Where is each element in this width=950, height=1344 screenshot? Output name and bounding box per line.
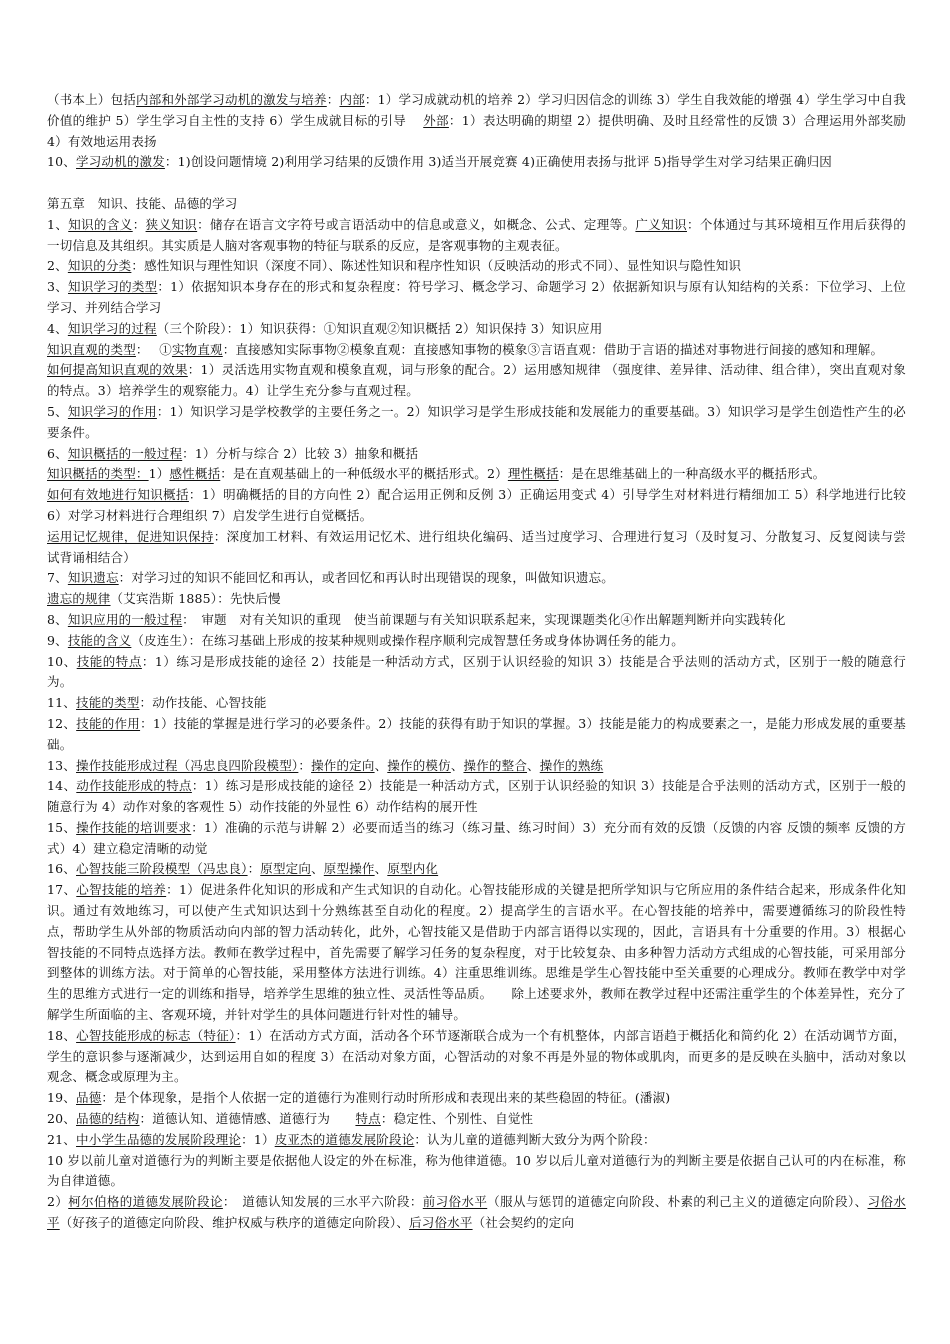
paragraph <box>47 444 906 465</box>
text-run: 13、 <box>47 757 77 773</box>
text-run: 16、 <box>47 861 77 877</box>
text-run: 6、 <box>47 445 68 461</box>
text-run: ：储存在语言文字符号或言语活动中的信息或意义，如概念、公式、定理等。 <box>197 216 636 232</box>
text-run: ：是在思维基础上的一种高级水平的概括形式。 <box>558 466 826 482</box>
underlined-term: 操作的模仿 <box>387 757 451 773</box>
text-run: 1） <box>148 466 170 482</box>
paragraph <box>47 880 906 1026</box>
paragraph <box>47 818 906 860</box>
text-run: 4、 <box>47 320 68 336</box>
paragraph <box>47 215 906 257</box>
paragraph <box>47 90 906 152</box>
underlined-term: 内部和外部学习动机的激发与培养 <box>136 92 327 107</box>
text-run: 、 <box>311 861 324 877</box>
underlined-term: 理性概括 <box>507 466 559 482</box>
text-run: 10、 <box>47 653 77 669</box>
text-run: ：1）练习是形成技能的途径 2）技能是一种活动方式，区别于认识经验的知识 3）技能是合乎法则的活动方式，区别于一般的随意行为 4）动作对象的客观性 5）动作技能的外显性 6）动作结构的展开性 <box>47 778 906 815</box>
underlined-term: 皮亚杰的道德发展阶段论 <box>274 1131 415 1147</box>
paragraph <box>47 1151 906 1193</box>
underlined-term: 原型操作 <box>323 861 375 877</box>
underlined-term: 知识学习的类型 <box>68 279 158 295</box>
text-run: ：1）练习是形成技能的途径 2）技能是一种活动方式，区别于认识经验的知识 3）技能是合乎法则的活动方式，区别于一般的随意行为。 <box>47 653 906 690</box>
paragraph <box>47 340 906 361</box>
text-run: （皮连生）：在练习基础上形成的按某种规则或操作程序顺利完成智慧任务或身体协调任务的能力。 <box>131 632 684 648</box>
paragraph <box>47 631 906 652</box>
underlined-term: 技能的特点 <box>76 653 142 669</box>
text-run: 9、 <box>47 632 68 648</box>
paragraph <box>47 1192 906 1234</box>
paragraph <box>47 714 906 756</box>
text-run: ：1）灵活选用实物直观和模象直观，词与形象的配合。2）运用感知规律 （强度律、差异律、活动律、组合律），突出直观对象的特点。3）培养学生的观察能力。4）让学生充分参与直观过程。 <box>47 362 906 399</box>
underlined-term: 动作技能形成的特点 <box>76 778 192 794</box>
underlined-term: 外部 <box>423 112 449 128</box>
text-run: 、 <box>527 757 540 773</box>
paragraph <box>47 1109 906 1130</box>
underlined-term: 知识应用的一般过程 <box>67 611 183 627</box>
text-run: 5、 <box>47 403 68 419</box>
underlined-term: 心智技能形成的标志（特征） <box>76 1027 236 1043</box>
text-run: 第五章 知识、技能、品德的学习 <box>47 195 238 211</box>
underlined-term: 前习俗水平 <box>422 1194 488 1210</box>
underlined-term: 知识学习的作用 <box>67 403 157 419</box>
text-run: 8、 <box>47 611 68 627</box>
text-run: 1、 <box>47 216 69 232</box>
text-run: 21、 <box>47 1131 77 1147</box>
underlined-term: 技能的含义 <box>67 632 132 648</box>
paragraph <box>47 756 906 777</box>
paragraph <box>47 360 906 402</box>
text-run: ：1）准确的示范与讲解 2）必要而适当的练习（练习量、练习时间）3）充分而有效的反馈（反馈的内容 反馈的频率 反馈的方式）4）建立稳定清晰的动觉 <box>47 819 906 856</box>
underlined-term: 实物直观 <box>171 341 223 357</box>
text-run: ：1）知识学习是学校教学的主要任务之一。2）知识学习是学生形成技能和发展能力的重要基础。3）知识学习是学生创造性产生的必要条件。 <box>47 403 906 440</box>
underlined-term: 知识概括的类型： <box>47 466 149 482</box>
underlined-term: 如何提高知识直观的效果 <box>47 362 188 378</box>
underlined-term: 操作技能形成过程（冯忠良四阶段模型） <box>76 757 299 773</box>
paragraph <box>47 527 906 569</box>
paragraph <box>47 568 906 589</box>
underlined-term: 心智技能的培养 <box>76 882 167 898</box>
text-run: ：是个体现象，是指个人依据一定的道德行为准则行动时所形成和表现出来的某些稳固的特征。(潘淑) <box>101 1090 671 1106</box>
paragraph <box>47 152 906 173</box>
text-run: （服从与惩罚的道德定向阶段、朴素的利己主义的道德定向阶段）、 <box>487 1194 868 1210</box>
text-run: ：1）在活动方式方面，活动各个环节逐渐联合成为一个有机整体，内部言语趋于概括化和简约化 2）在活动调节方面，学生的意识参与逐渐减少，达到运用自如的程度 3）在活动对象方面，心智活动的对象不再是外显的物体或肌肉，而更多的是反映在头脑中，活动对象以观念、概念或原理为主。 <box>47 1027 906 1085</box>
text-run: ： <box>326 92 340 107</box>
underlined-term: 运用记忆规律，促进知识保持 <box>47 528 214 544</box>
paragraph <box>47 1130 906 1151</box>
text-run: ： ① <box>135 341 172 357</box>
underlined-term: 原型定向 <box>260 861 312 877</box>
text-run: ：感性知识与理性知识（深度不同）、陈述性知识和程序性知识（反映活动的形式不同）、显性知识与隐性知识 <box>131 258 742 274</box>
underlined-term: 后习俗水平 <box>409 1215 473 1231</box>
text-run: ：1）技能的掌握是进行学习的必要条件。2）技能的获得有助于知识的掌握。3）技能是能力的构成要素之一，是能力形成发展的重要基础。 <box>47 715 906 752</box>
paragraph <box>47 693 906 714</box>
text-run: ： 道德认知发展的三水平六阶段： <box>222 1194 423 1210</box>
underlined-term: 品德的结构 <box>76 1111 140 1127</box>
underlined-term: 如何有效地进行知识概括 <box>47 487 189 503</box>
underlined-term: 知识的分类 <box>67 258 132 274</box>
text-run: （好孩子的道德定向阶段、维护权威与秩序的道德定向阶段）、 <box>59 1215 410 1231</box>
text-run: 3、 <box>47 279 68 295</box>
underlined-term: 广义知识 <box>635 216 687 232</box>
text-run: ： <box>247 861 261 877</box>
underlined-term: 中小学生品德的发展阶段理论 <box>76 1131 242 1147</box>
text-run: ：1）表达明确的期望 2）提供明确、及时且经常性的反馈 3）合理运用外部奖励 4）有效地运用表扬 <box>47 112 906 149</box>
underlined-term: 柯尔伯格的道德发展阶段论 <box>68 1194 223 1210</box>
paragraph <box>47 610 906 631</box>
underlined-term: 知识直观的类型 <box>47 341 136 357</box>
paragraph <box>47 776 906 818</box>
text-run: （书本上）包括 <box>47 92 137 107</box>
underlined-term: 感性概括 <box>169 466 221 482</box>
text-run: ： <box>132 216 146 232</box>
underlined-term: 操作的定向 <box>311 757 375 773</box>
text-run: ：1）学习成就动机的培养 2）学习归因信念的训练 3）学生自我效能的增强 4）学生学习中自我价值的维护 5）学生学习自主性的支持 6）学生成就目标的引导 <box>47 92 907 128</box>
paragraph <box>47 319 906 340</box>
text-run: （艾宾浩斯 1885）：先快后慢 <box>110 591 281 607</box>
text-run: ： <box>298 757 312 773</box>
text-run: 11、 <box>47 695 77 711</box>
text-run: ：1）分析与综合 2）比较 3）抽象和概括 <box>182 445 419 461</box>
text-run: ：1）依据知识本身存在的形式和复杂程度：符号学习、概念学习、命题学习 2）依据新知识与原有认知结构的关系：下位学习、上位学习、并列结合学习 <box>47 279 906 315</box>
text-run: ： 审题 对有关知识的重现 使当前课题与有关知识联系起来，实现课题类化④作出解题判断并向实践转化 <box>182 611 786 627</box>
underlined-term: 操作的熟练 <box>539 757 604 773</box>
underlined-term: 知识遗忘 <box>67 570 119 586</box>
text-run: 14、 <box>47 778 77 794</box>
underlined-term: 内部 <box>339 92 365 107</box>
underlined-term: 品德 <box>76 1090 102 1106</box>
underlined-term: 知识的含义 <box>68 216 133 232</box>
paragraph <box>47 256 906 277</box>
underlined-term: 原型内化 <box>387 861 439 877</box>
underlined-term: 知识概括的一般过程 <box>67 445 183 461</box>
text-run: ：1)创设问题情境 2)利用学习结果的反馈作用 3)适当开展竞赛 4)正确使用表扬与批评 5)指导学生对学习结果正确归因 <box>164 154 832 170</box>
underlined-term: 习俗水平 <box>47 1194 907 1231</box>
text-run: ：认为儿童的道德判断大致分为两个阶段： <box>414 1131 656 1147</box>
underlined-term: 操作技能的培训要求 <box>76 819 192 835</box>
text-run: （三个阶段）：1）知识获得：①知识直观②知识概括 2）知识保持 3）知识应用 <box>156 320 603 336</box>
paragraph <box>47 1026 906 1088</box>
text-run: 19、 <box>47 1090 77 1106</box>
text-run: 17、 <box>47 882 77 898</box>
text-run: ：1）明确概括的目的方向性 2）配合运用正例和反例 3）正确运用变式 4）引导学生对材料进行精细加工 5）科学地进行比较 6）对学习材料进行合理组织 7）启发学生进行自觉概括。 <box>47 487 906 523</box>
underlined-term: 操作的整合 <box>463 757 528 773</box>
underlined-term: 狭义知识 <box>145 216 198 232</box>
paragraph <box>47 277 906 319</box>
text-run: 2、 <box>47 258 68 274</box>
text-run: ：深度加工材料、有效运用记忆术、进行组块化编码、适当过度学习、合理进行复习（及时复习、分散复习、反复阅读与尝试背诵相结合） <box>47 528 906 565</box>
underlined-term: 心智技能三阶段模型（冯忠良） <box>76 861 248 877</box>
text-run: ：个体通过与其环境相互作用后获得的一切信息及其组织。其实质是人脑对客观事物的特征与联系的反应，是客观事物的主观表征。 <box>47 216 906 253</box>
underlined-term: 学习动机的激发 <box>76 154 165 170</box>
underlined-term: 技能的类型 <box>76 695 140 711</box>
underlined-term: 遗忘的规律 <box>47 591 111 607</box>
paragraph <box>47 194 906 215</box>
text-run: 、 <box>374 861 388 877</box>
text-run: ：动作技能、心智技能 <box>139 695 267 711</box>
underlined-term: 技能的作用 <box>76 715 141 731</box>
text-run: 、 <box>374 757 388 773</box>
text-run: 、 <box>450 757 464 773</box>
paragraph <box>47 859 906 880</box>
paragraph <box>47 589 906 610</box>
paragraph <box>47 402 906 444</box>
text-run: ：道德认知、道德情感、道德行为 <box>139 1111 356 1127</box>
text-run: ：直接感知实际事物②模象直观：直接感知事物的模象③言语直观：借助于言语的描述对事物进行间接的感知和理解。 <box>222 341 884 357</box>
text-run: ：对学习过的知识不能回忆和再认，或者回忆和再认时出现错误的现象，叫做知识遗忘。 <box>118 570 614 586</box>
text-run: ：稳定性、个别性、自觉性 <box>380 1111 534 1127</box>
paragraph <box>47 485 906 527</box>
text-run: 15、 <box>47 819 77 835</box>
paragraph <box>47 464 906 485</box>
text-run: 2） <box>47 1194 69 1210</box>
text-run: ：1） <box>241 1131 275 1147</box>
text-run: 10、 <box>47 154 77 170</box>
text-run: 18、 <box>47 1027 77 1043</box>
text-run: （社会契约的定向 <box>472 1215 575 1231</box>
text-run: 10 岁以前儿童对道德行为的判断主要是依据他人设定的外在标准，称为他律道德。10 岁以后儿童对道德行为的判断主要是依据自己认可的内在标准，称为自律道德。 <box>47 1152 906 1189</box>
paragraph-spacer <box>47 173 906 194</box>
text-run: 20、 <box>47 1111 77 1127</box>
text-run: ：1）促进条件化知识的形成和产生式知识的自动化。心智技能形成的关键是把所学知识与它所应用的条件结合起来，形成条件化知识。通过有效地练习，可以使产生式知识达到十分熟练甚至自动化的程度。2）提高学生的言语水平。在心智技能的培养中，需要遵循练习的阶段性特点，帮助学生从外部的物质活动向内部的智力活动转化，此外，心智技能又是借助于内部言语得以实现的，因此，言语具有十分重要的作用。3）根据心智技能的不同特点选择方法。教师在教学过程中，首先需要了解学习任务的复杂程度，对于比较复杂、由多种智力活动方式组成的心智技能，可采用部分到整体的训练方法。对于简单的心智技能，采用整体方法进行训练。4）注重思维训练。思维是学生心智技能中至关重要的心理成分。教师在教学中对学生的思维方式进行一定的训练和指导，培养学生思维的独立性、灵活性等品质。 除上述要求外，教师在教学过程中还需注重学生的个体差异性，充分了解学生所面临的主、客观环境，并针对学生的具体问题进行针对性的辅导。 <box>47 882 906 1023</box>
underlined-term: 特点 <box>355 1111 381 1127</box>
text-run: 7、 <box>47 570 68 586</box>
text-run: 12、 <box>47 715 77 731</box>
paragraph <box>47 1088 906 1109</box>
underlined-term: 知识学习的过程 <box>67 320 157 336</box>
text-run: ：是在直观基础上的一种低级水平的概括形式。2） <box>220 466 508 482</box>
paragraph <box>47 652 906 694</box>
